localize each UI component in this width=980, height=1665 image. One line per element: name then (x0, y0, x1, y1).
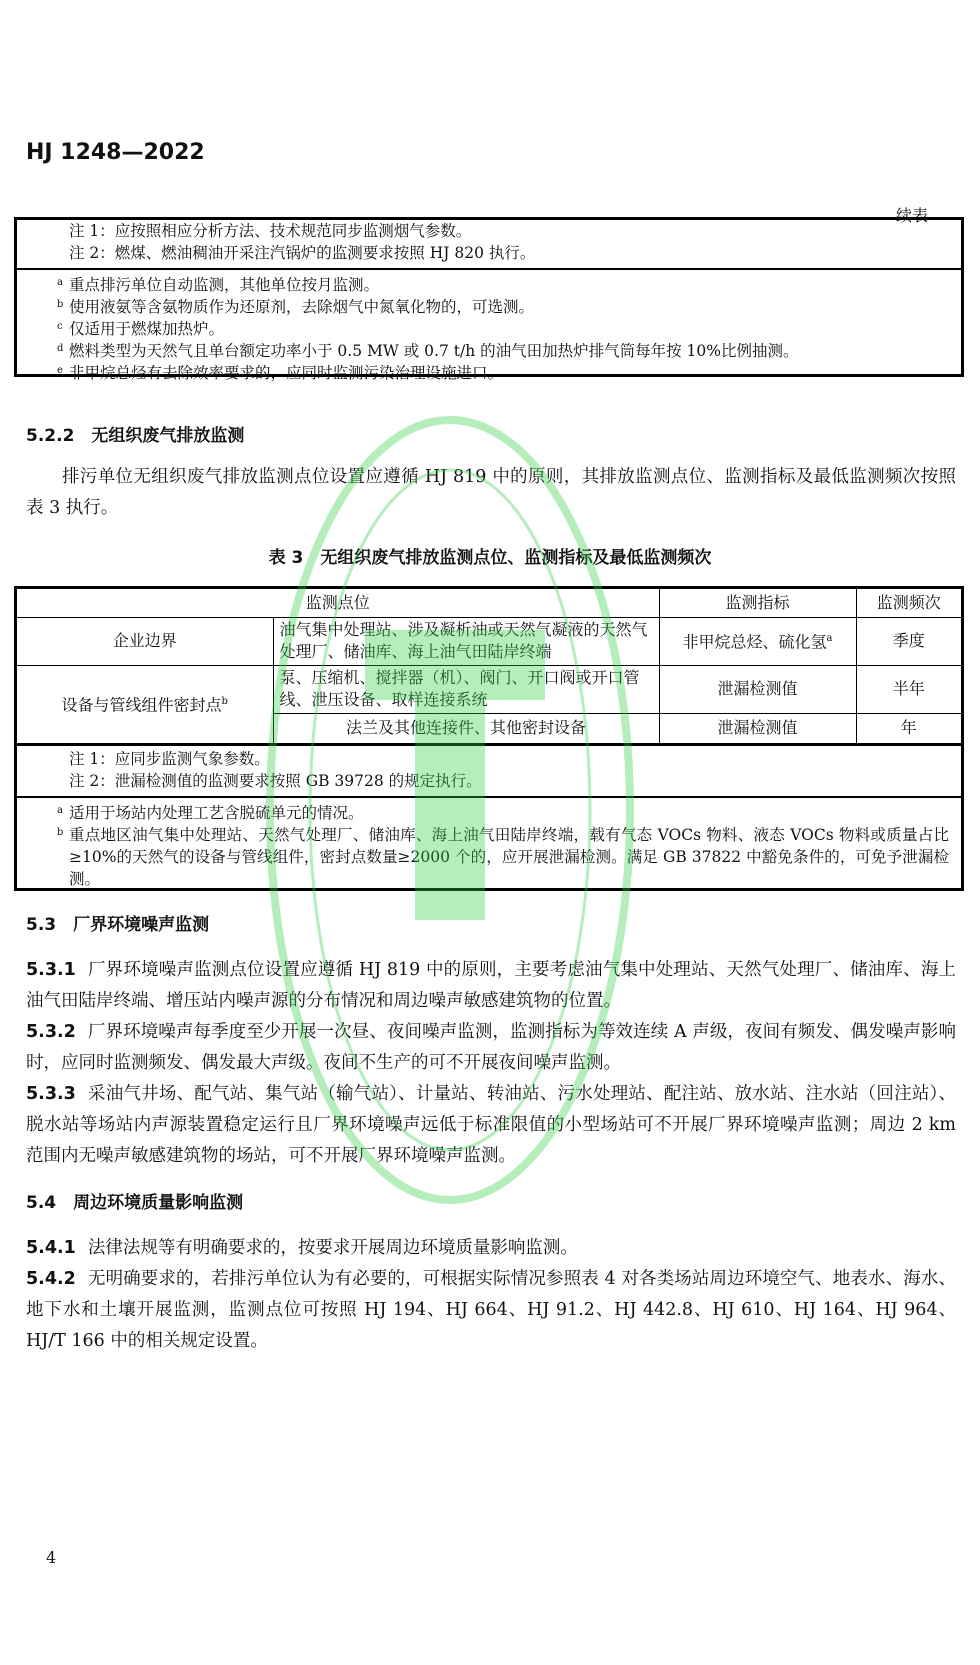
header-point: 监测点位 (17, 589, 659, 617)
note-1: 注 1：应按照相应分析方法、技术规范同步监测烟气参数。 (69, 222, 472, 240)
header-frequency: 监测频次 (856, 589, 961, 617)
footnote-d: d 燃料类型为天然气且单台额定功率小于 0.5 MW 或 0.7 t/h 的油气田加热炉排气筒每年按 10%比例抽测。 (57, 342, 799, 360)
table-3-title: 表 3 无组织废气排放监测点位、监测指标及最低监测频次 (268, 548, 712, 568)
paragraph-5-3-3: 5.3.3 采油气井场、配气站、集气站（输气站）、计量站、转油站、污水处理站、配注站、放水站、注水站（回注站）、脱水站等场站内声源装置稳定运行且厂界环境噪声远低于标准限值的小型场站可不开展厂界环境噪声监测；周边 2 km 范围内无噪声敏感建筑物的场站，可不开展厂界环境噪声监测。 (26, 1084, 956, 1166)
cell-sub-boundary: 油气集中处理站、涉及凝析油或天然气凝液的天然气处理厂、储油库、海上油气田陆岸终端 (273, 617, 659, 665)
cell-point-boundary: 企业边界 (17, 617, 273, 665)
footnotes-section (17, 270, 961, 388)
table-row (17, 617, 961, 665)
table-note-1: 注 1：应同步监测气象参数。 (69, 749, 270, 768)
paragraph-5-3-2: 5.3.2 厂界环境噪声每季度至少开展一次昼、夜间噪声监测，监测指标为等效连续 A 声级，夜间有频发、偶发噪声影响时，应同时监测频发、偶发最大声级。夜间不生产的可不开展夜间噪声监测。 (26, 1022, 956, 1073)
cell-freq-seal-1: 半年 (856, 665, 961, 713)
table-header-row (17, 589, 961, 617)
section-heading-5-3: 5.3 厂界环境噪声监测 (26, 915, 210, 935)
table-3 (14, 586, 964, 891)
cell-freq-seal-2: 年 (856, 713, 961, 743)
section-heading-5-4: 5.4 周边环境质量影响监测 (26, 1193, 244, 1213)
page-number: 4 (46, 1548, 57, 1567)
paragraph-5-2-2: 排污单位无组织废气排放监测点位设置应遵循 HJ 819 中的原则，其排放监测点位、监测指标及最低监测频次按照表 3 执行。 (26, 467, 956, 518)
table-footnote-b: b 重点地区油气集中处理站、天然气处理厂、储油库、海上油气田陆岸终端，载有气态 VOCs 物料、液态 VOCs 物料或质量占比≥10%的天然气的设备与管线组件，密封点数量≥2000 个的，应开展泄漏检测。满足 GB 37822 中豁免条件的，可免予泄漏检测。 (57, 825, 949, 888)
paragraph-5-4-2: 5.4.2 无明确要求的，若排污单位认为有必要的，可根据实际情况参照表 4 对各类场站周边环境空气、地表水、海水、地下水和土壤开展监测，监测点位可按照 HJ 194、HJ 664、HJ 91.2、HJ 442.8、HJ 610、HJ 164、HJ 964、HJ/T 166 中的相关规定设置。 (26, 1269, 956, 1351)
table-3-footnotes (17, 798, 961, 894)
cell-point-seal: 设备与管线组件密封点$^b$ (17, 665, 273, 743)
cell-sub-seal-1: 泵、压缩机、搅拌器（机）、阀门、开口阀或开口管线、泄压设备、取样连接系统 (273, 665, 659, 713)
footnote-b: b 使用液氨等含氨物质作为还原剂，去除烟气中氮氧化物的，可选测。 (57, 298, 535, 316)
cell-sub-seal-2: 法兰及其他连接件、其他密封设备 (273, 713, 659, 743)
cell-indicator-boundary: 非甲烷总烃、硫化氢$^a$ (659, 617, 856, 665)
notes-section (17, 220, 961, 268)
table-row (17, 665, 961, 713)
footnote-a: a 重点排污单位自动监测，其他单位按月监测。 (57, 276, 380, 294)
section-heading-5-2-2: 5.2.2 无组织废气排放监测 (26, 426, 245, 446)
table-3-grid (17, 589, 961, 744)
footnote-c: c 仅适用于燃煤加热炉。 (57, 320, 225, 338)
table-footnote-a: a 适用于场站内处理工艺含脱硫单元的情况。 (57, 803, 364, 822)
cell-indicator-seal-2: 泄漏检测值 (659, 713, 856, 743)
paragraph-5-4-1: 5.4.1 法律法规等有明确要求的，按要求开展周边环境质量影响监测。 (26, 1238, 578, 1258)
standard-code: HJ 1248—2022 (26, 140, 205, 165)
footnote-e: e 非甲烷总烃有去除效率要求的，应同时监测污染治理设施进口。 (57, 364, 504, 382)
note-2: 注 2：燃煤、燃油稠油开采注汽锅炉的监测要求按照 HJ 820 执行。 (69, 244, 536, 262)
cell-indicator-seal-1: 泄漏检测值 (659, 665, 856, 713)
table-3-notes (17, 746, 961, 796)
cell-freq-boundary: 季度 (856, 617, 961, 665)
continued-table-notes (14, 217, 964, 382)
paragraph-5-3-1: 5.3.1 厂界环境噪声监测点位设置应遵循 HJ 819 中的原则，主要考虑油气集中处理站、天然气处理厂、储油库、海上油气田陆岸终端、增压站内噪声源的分布情况和周边噪声敏感建筑物的位置。 (26, 960, 956, 1011)
header-indicator: 监测指标 (659, 589, 856, 617)
continued-label: 续表 (895, 206, 928, 225)
table-note-2: 注 2：泄漏检测值的监测要求按照 GB 39728 的规定执行。 (69, 771, 482, 790)
